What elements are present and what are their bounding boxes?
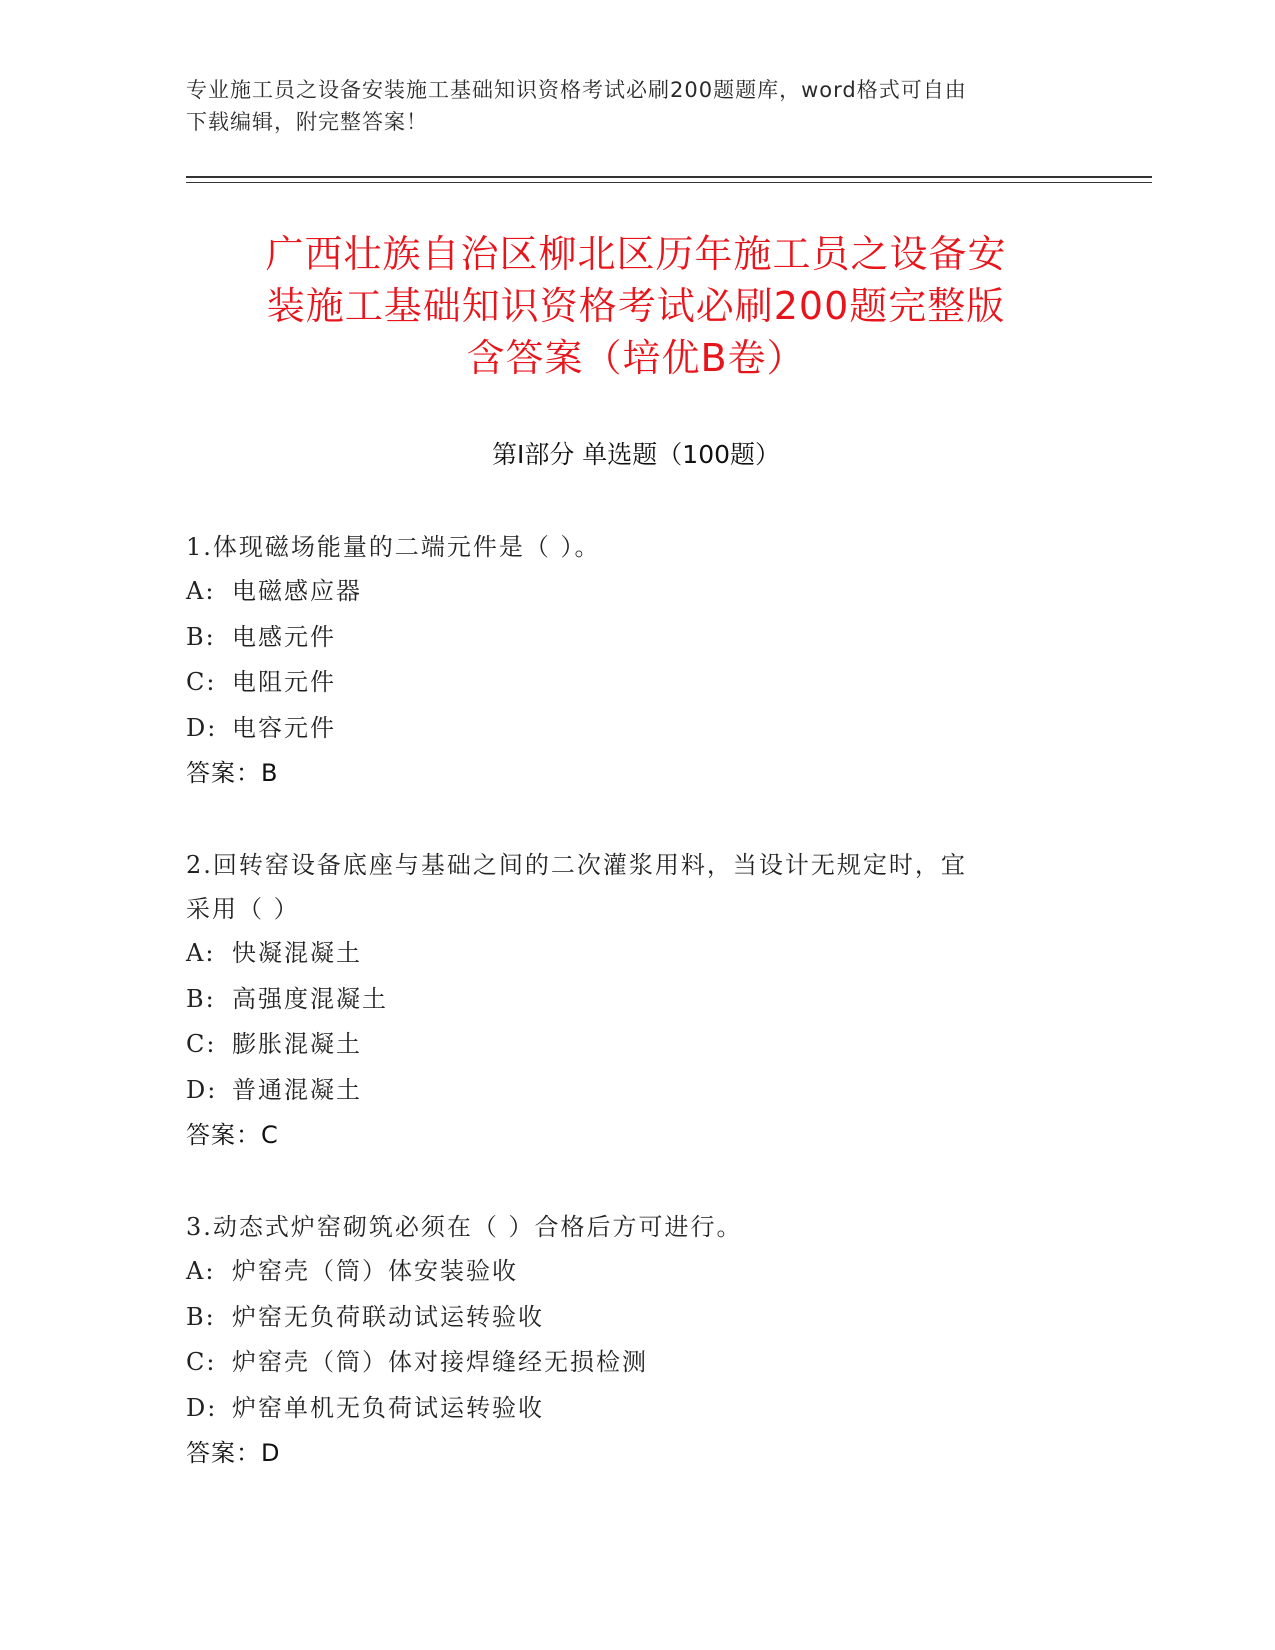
option-letter: D: <box>186 1075 218 1104</box>
option-text: 快凝混凝土 <box>232 939 362 967</box>
option-letter: B: <box>186 622 216 651</box>
option-letter: C: <box>186 1348 217 1376</box>
title-line-3: 含答案（培优B卷） <box>466 336 806 380</box>
option-a <box>186 931 1086 977</box>
option-text: 膨胀混凝土 <box>232 1030 362 1058</box>
option-text: 炉窑壳（筒）体安装验收 <box>232 1257 518 1285</box>
header-note-line-2: 下载编辑，附完整答案！ <box>186 110 428 134</box>
option-text: 普通混凝土 <box>232 1075 362 1104</box>
header-rule-thin <box>186 182 1152 183</box>
answer-line: 答案：B <box>186 759 279 787</box>
question-1 <box>186 525 1086 796</box>
option-text: 炉窑单机无负荷试运转验收 <box>232 1393 544 1422</box>
option-letter: A: <box>186 939 216 967</box>
option-text: 高强度混凝土 <box>232 984 388 1013</box>
option-text: 炉窑壳（筒）体对接焊缝经无损检测 <box>232 1348 648 1376</box>
option-c <box>186 1340 1086 1386</box>
header-note-line-1: 专业施工员之设备安装施工基础知识资格考试必刷200题题库，word格式可自由 <box>186 78 967 102</box>
option-text: 炉窑无负荷联动试运转验收 <box>232 1302 544 1331</box>
option-text: 电感元件 <box>232 622 336 651</box>
option-d <box>186 706 1086 752</box>
option-b <box>186 615 1086 661</box>
option-letter: D: <box>186 713 218 742</box>
option-text: 电容元件 <box>232 713 336 742</box>
option-letter: C: <box>186 1030 217 1058</box>
answer-line: 答案：D <box>186 1439 281 1467</box>
title-line-2: 装施工基础知识资格考试必刷200题完整版 <box>266 284 1006 328</box>
option-text: 电阻元件 <box>232 668 336 696</box>
question-stem: 2.回转窑设备底座与基础之间的二次灌浆用料，当设计无规定时，宜 <box>186 851 967 879</box>
option-a <box>186 1249 1086 1295</box>
option-b <box>186 977 1086 1023</box>
option-b <box>186 1295 1086 1341</box>
section-heading: 第Ⅰ部分 单选题（100题） <box>491 440 781 469</box>
option-letter: C: <box>186 668 217 696</box>
question-stem: 3.动态式炉窑砌筑必须在（ ）合格后方可进行。 <box>186 1213 743 1241</box>
question-stem-continued: 采用（ ） <box>186 895 300 923</box>
question-stem: 1.体现磁场能量的二端元件是（ ）。 <box>186 533 601 561</box>
answer-line: 答案：C <box>186 1121 279 1149</box>
option-d <box>186 1068 1086 1114</box>
option-a <box>186 569 1086 615</box>
header-rule-thick <box>186 176 1152 178</box>
option-text: 电磁感应器 <box>232 577 362 605</box>
header-note <box>186 74 1066 138</box>
question-3 <box>186 1205 1086 1476</box>
option-letter: D: <box>186 1393 218 1422</box>
option-letter: A: <box>186 1257 216 1285</box>
document-title <box>186 228 1086 384</box>
option-c <box>186 660 1086 706</box>
title-line-1: 广西壮族自治区柳北区历年施工员之设备安 <box>265 232 1007 276</box>
option-letter: A: <box>186 577 216 605</box>
option-d <box>186 1386 1086 1432</box>
option-c <box>186 1022 1086 1068</box>
option-letter: B: <box>186 1302 216 1331</box>
question-2 <box>186 843 1086 1158</box>
option-letter: B: <box>186 984 216 1013</box>
